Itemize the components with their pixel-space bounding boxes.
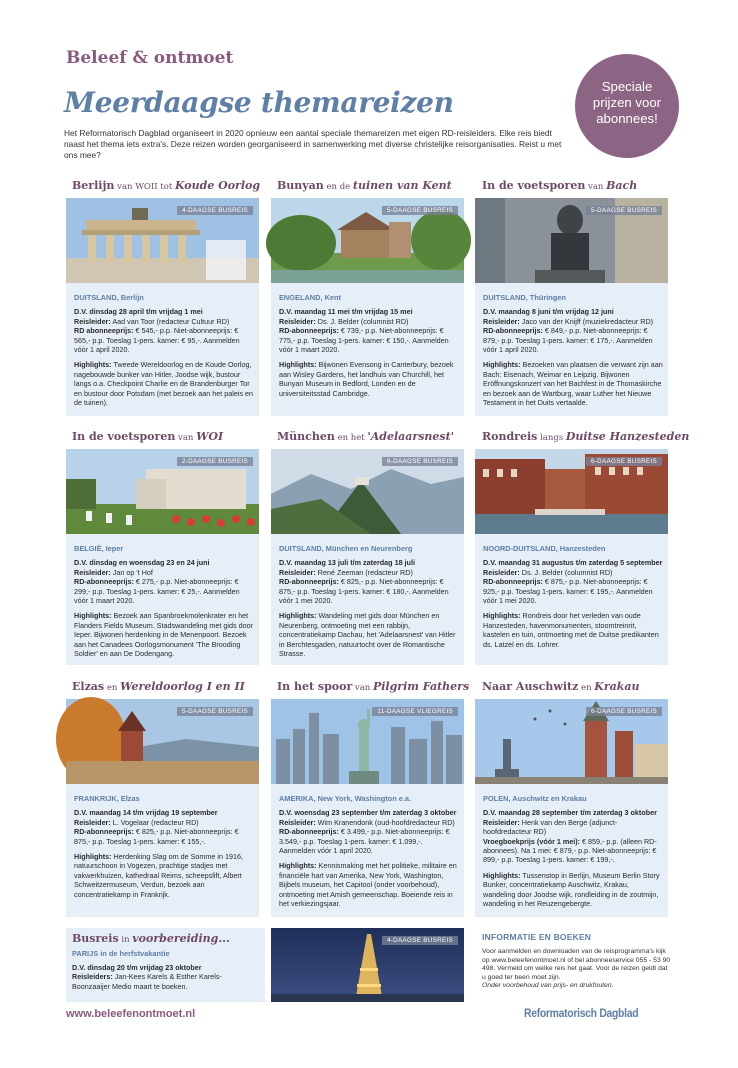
trip-date: D.V. maandag 13 juli t/m zaterdag 18 juli [279,558,415,568]
trip-photo [271,699,464,784]
trip-title-connector: van [175,433,197,443]
prep-title-theme: voorbereiding... [132,932,230,945]
trip-title-connector: en [578,683,595,693]
trip-guide: Ds. J. Belder (columnist RD) [315,316,409,326]
website-link[interactable]: www.beleefenontmoet.nl [66,1008,196,1020]
trip-photo [66,449,259,534]
trip-type-tag: 6-DAAGSE BUSREIS [586,707,662,716]
trip-title-main: Rondreis [482,430,538,443]
trip-title-connector: van [352,683,373,693]
trip-guide: Aad van Toor (redacteur Cultuur RD) [110,316,230,326]
trip-title-main: Naar Auschwitz [482,680,579,693]
trip-type-tag: 6-DAAGSE BUSREIS [586,457,662,466]
trip-card [66,699,259,917]
trip-guide: René Zeeman (redacteur RD) [315,567,413,577]
trip-date: D.V. maandag 28 september t/m zaterdag 3 oktober [483,808,657,818]
trip-title-theme: tuinen van Kent [352,179,452,192]
highlights-label: Highlights: [279,611,317,621]
trip-guide: Wim Kranendonk (oud-hoofdredacteur RD) [315,817,455,827]
trip-highlights: Wandeling met gids door München en Neurenberg, ontmoeting met een rabbijn, concentratiekamp Dachau, het 'Adelaarsnest' van Hitler in Berchtesgaden, natuurtocht over de Romantische Strasse. [279,611,456,659]
trip-guide: Henk van den Berge (adjunct-hoofdredacteur RD) [483,817,618,837]
trip-card [66,449,259,665]
trip-type-tag: 4-DAAGSE BUSREIS [177,206,253,215]
trip-title-connector: van [114,182,136,192]
price-label: RD-abonneeprijs: [279,577,339,587]
trip-highlights: Kennismaking met het politieke, militaire en financiële hart van Amerika, New York, Washington, Bijbels museum, het Capitool (onder voorbehoud), ontmoeting met Amish gemeenschap. Boeiende reis in het verkiezingsjaar. [279,861,457,909]
trip-photo [66,198,259,283]
brand-logo: Reformatorisch Dagblad [524,1008,639,1020]
trip-title-theme: Wereldoorlog I en II [120,680,245,693]
trip-price: € 825,- p.p. Niet-abonneeprijs: € 875,- p.p. Toeslag 1-pers. kamer: € 180,-. Aanmelden vóór 1 mei 2020. [279,577,449,606]
info-title: INFORMATIE EN BOEKEN [482,932,592,942]
trip-details [279,794,459,908]
trip-type-tag: 6-DAAGSE BUSREIS [382,457,458,466]
trip-details [74,794,254,899]
trip-location: ENGELAND, Kent [279,293,342,302]
badge-line: prijzen voor [592,95,662,110]
trip-price: € 875,- p.p. Niet-abonneeprijs: € 925,- p.p. Toeslag 1-pers. kamer: € 195,-. Aanmelden vóór 1 mei 2020. [483,577,653,606]
intro-text: Het Reformatorisch Dagblad organiseert in 2020 opnieuw een aantal speciale themareizen met eigen RD-reisleiders. Elke reis biedt naast het thema iets extra's. Deze reizen worden georganiseerd in samenwerking met diverse christelijke reisorganisaties. Reist u met ons mee? [64,128,562,160]
trip-highlights: Bijwonen Evensong in Canterbury, bezoek aan Wisley Gardens, het landhuis van Churchill, het Bunyan Museum in Bedford, Londen en de universiteitsstad Cambridge. [279,360,454,398]
trip-title [277,430,472,448]
trip-location: BELGIË, Ieper [74,544,124,553]
prep-title-main: Busreis [72,932,119,945]
trip-guide: Jan op 't Hof [110,567,153,577]
trip-price: € 859,- p.p. (alleen RD-abonnees). Na 1 mei: € 879,- p.p. Niet-abonneeprijs: € 899,- p.p. Toeslag 1-pers. kamer: € 199,-. [483,836,657,865]
trip-date: D.V. maandag 11 mei t/m vrijdag 15 mei [279,307,413,317]
trip-title-main: In de voetsporen [72,430,176,443]
highlights-label: Highlights: [74,611,112,621]
trip-location: NOORD-DUITSLAND, Hanzesteden [483,544,606,553]
highlights-label: Highlights: [279,861,317,871]
price-label: RD-abonneeprijs: [279,326,339,336]
trip-photo [475,699,668,784]
trip-details [279,293,459,398]
price-label: RD abonneeprijs: [74,326,134,336]
trip-type-tag: 2-DAAGSE BUSREIS [177,457,253,466]
upcoming-trip-subtitle: PARIJS in de herfstvakantie [72,949,170,958]
trip-guide: L. Vogelaar (redacteur RD) [110,817,199,827]
trip-type-tag: 11-DAAGSE VLIEGREIS [372,707,458,716]
trip-title-main: In de voetsporen [482,179,586,192]
trip-title-theme: WOI [196,430,224,443]
trip-price: € 825,- p.p. Niet-abonneeprijs: € 875,- p.p. Toeslag 1-pers. kamer: € 155,-. [74,827,239,846]
upcoming-trip-card [66,928,265,1002]
trip-highlights: Bezoeken van plaatsen die verwant zijn aan Bach: Eisenach, Weimar en Leipzig. Bijwonen Eröffnungskonzert van het Bachfest in de Thomaskirche en bezoek aan de Wartburg, waar Luther het Nieuwe Testament in het Duits vertaalde. [483,360,663,408]
guide-label: Reisleider: [74,567,111,577]
trip-details [279,544,459,658]
trip-guide: Jaco van der Knijff (muziekredacteur RD) [519,316,654,326]
trip-title-connector: van [585,182,607,192]
trip-highlights: Rondreis door het verleden van oude Hanzesteden, havenmonumenten, stoomtreinrit, kastelen en tuin, ontmoeting met de Duitse predikanten ds. Latzel en ds. Lohrer. [483,611,659,649]
trip-type-tag: 5-DAAGSE BUSREIS [586,206,662,215]
trip-title-connector: langs [537,433,566,443]
trip-card [475,699,668,917]
guide-label: Reisleiders: [72,972,113,982]
trip-title-connector: en het [334,433,368,443]
trip-title-main: München [277,430,335,443]
trip-title-theme: Duitse Hanzesteden [565,430,690,443]
highlights-label: Highlights: [483,360,521,370]
trip-type-tag: 5-DAAGSE BUSREIS [177,707,253,716]
guide-label: Reisleider: [483,817,520,827]
paris-photo [271,928,464,1002]
trip-location: DUITSLAND, Thüringen [483,293,566,302]
page-title: Meerdaagse themareizen [64,86,454,119]
guide-label: Reisleider: [483,316,520,326]
trip-location: DUITSLAND, Berlijn [74,293,144,302]
trip-type-tag: 4-DAAGSE BUSREIS [382,936,458,945]
trip-photo [271,198,464,283]
trip-date: D.V. maandag 14 t/m vrijdag 19 september [74,808,218,818]
price-label: RD-abonneeprijs: [74,827,134,837]
trip-title-connector: WOII tot [135,182,175,192]
trip-details [483,544,663,649]
trip-price: € 3.499,- p.p. Niet-abonneeprijs: € 3.549,- p.p. Toeslag 1-pers. kamer: € 1.099,-. Aanmelden vóór 1 april 2020. [279,827,450,856]
highlights-label: Highlights: [74,852,112,862]
upcoming-trip-details [72,963,259,991]
trip-title-theme: Koude Oorlog [174,179,261,192]
trip-type-tag: 5-DAAGSE BUSREIS [382,206,458,215]
trip-title [277,680,472,698]
trip-title [482,680,677,698]
trip-details [483,293,663,407]
guide-label: Reisleider: [279,316,316,326]
trip-title-theme: Pilgrim Fathers [372,680,470,693]
trip-title [72,430,272,448]
trip-title-connector: en de [323,182,353,192]
trip-title-theme: 'Adelaarsnest' [367,430,455,443]
trip-guide: Ds. J. Belder (columnist RD) [519,567,613,577]
price-label: RD-abonneeprijs: [483,577,543,587]
trip-title [277,179,472,197]
info-section [482,932,672,991]
trip-title [72,179,272,197]
disclaimer-note: Onder voorbehoud van prijs- en drukfouten. [482,982,614,990]
trip-title-main: In het spoor [277,680,353,693]
trip-title-theme: Bach [606,179,638,192]
guide-label: Reisleider: [483,567,520,577]
trip-price: € 739,- p.p. Niet-abonneeprijs: € 775,- p.p. Toeslag 1-pers. kamer: € 150,-. Aanmelden vóór 1 maart 2020. [279,326,449,355]
trip-details [74,544,254,658]
trip-price: € 849,- p.p. Niet-abonneeprijs: € 879,- p.p. Toeslag 1-pers. kamer: € 175,-. Aanmelden vóór 1 april 2020. [483,326,653,355]
trip-title-connector: en [104,683,121,693]
prep-title-connector: in [118,935,133,945]
trip-location: DUITSLAND, München en Neurenberg [279,544,413,553]
badge-line: abonnees! [596,111,658,126]
trip-card [66,198,259,416]
trip-title-main: Berlijn [72,179,115,192]
highlights-label: Highlights: [483,870,521,880]
trip-details [74,293,254,407]
trip-price: € 545,- p.p. Niet-abonneeprijs: € 565,- p.p. Toeslag 1-pers. kamer: € 95,-. Aanmelden vóór 1 april 2020. [74,326,240,355]
trip-location: FRANKRIJK, Elzas [74,794,140,803]
guide-label: Reisleider: [279,567,316,577]
trip-date: D.V. dinsdag 20 t/m vrijdag 23 oktober [72,963,202,972]
trip-price: € 275,- p.p. Niet-abonneeprijs: € 299,- p.p. Toeslag 1-pers. kamer: € 25,-. Aanmelden vóór 1 maart 2020. [74,577,240,606]
trip-photo [271,449,464,534]
trip-title [482,179,677,197]
trip-details [483,794,663,908]
trip-highlights: Bezoek aan Spanbroekmolenkrater en het Flanders Fields Museum. Stadswandeling met gids door Ieper. Bijwonen herdenking in de Menenpoort. Bezoek aan het Canadees Oorlogsmonument 'The Brooding Soldier' en aan De Dodengang. [74,611,253,659]
trip-date: D.V. woensdag 23 september t/m zaterdag 3 oktober [279,808,457,818]
price-label: Vroegboekprijs (vóór 1 mei): [483,836,581,846]
upcoming-trip-title [72,932,259,945]
trip-title-main: Bunyan [277,179,324,192]
trip-highlights: Herdenking Slag om de Somme in 1916, natuurschoon in Vogezen, prachtige stadjes met vakwerkhuizen, kathedraal Reims, scheepslift, Albert Schweitzermuseum, Verdun, bezoek aan concentratiekamp in Frankrijk. [74,852,243,899]
trip-location: AMERIKA, New York, Washington e.a. [279,794,412,803]
highlights-label: Highlights: [483,611,521,621]
trip-card [475,449,668,665]
trip-date: D.V. dinsdag 28 april t/m vrijdag 1 mei [74,307,203,317]
trip-title-main: Elzas [72,680,105,693]
trip-guide: Jan-Kees Karels & Esther Karels-Boonzaaijer Medio maart te boeken. [72,972,222,991]
price-label: RD-abonneeprijs: [74,577,134,587]
trip-title-theme: Krakau [594,680,640,693]
trip-date: D.V. dinsdag en woensdag 23 en 24 juni [74,558,210,568]
guide-label: Reisleider: [74,316,111,326]
trip-card [271,198,464,416]
promo-badge [575,54,679,158]
guide-label: Reisleider: [279,817,316,827]
badge-line: Speciale [601,79,653,94]
trip-photo [66,699,259,784]
trip-title [482,430,690,448]
trip-card [475,198,668,416]
guide-label: Reisleider: [74,817,111,827]
highlights-label: Highlights: [74,360,112,370]
trip-highlights: Tussenstop in Berlijn, Museum Berlin Story Bunker, concentratiekamp Auschwitz, Krakau, wandeling door Joodse wijk, rondleiding in de zoutmijn, wandeling in het Reuzengebergte. [483,870,660,909]
trip-photo [475,198,668,283]
highlights-label: Highlights: [279,360,317,370]
trip-highlights: Tweede Wereldoorlog en de Koude Oorlog, nagebouwde bunker van Hitler, Joodse wijk, bustour langs o.a. Checkpoint Charlie en de Brandenburger Tor en bustour door Potsdam (met bezoek aan het paleis en de tuinen). [74,360,253,408]
trip-location: POLEN, Auschwitz en Krakau [483,794,587,803]
trip-card [271,449,464,665]
trip-card [271,699,464,917]
trip-photo [475,449,668,534]
price-label: RD-abonneeprijs: [483,326,543,336]
info-text: Voor aanmelden en downloaden van de reisprogramma's kijk op www.beleefenontmoet.nl of bel abonneeservice 055 - 53 90 498. Vermeld om welke reis het gaat. Voor de reizen geldt dat u goed ter been moet zijn. [482,948,671,981]
section-kicker: Beleef & ontmoet [66,48,234,68]
price-label: RD-abonneeprijs: [279,827,339,837]
trip-title [72,680,272,698]
trip-date: D.V. maandag 31 augustus t/m zaterdag 5 september [483,558,663,568]
trip-date: D.V. maandag 8 juni t/m vrijdag 12 juni [483,307,614,317]
